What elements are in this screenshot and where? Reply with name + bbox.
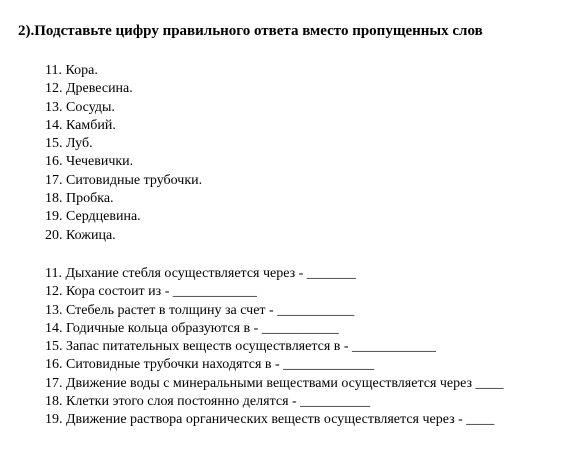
term-item: 12. Древесина.	[45, 81, 133, 97]
term-item: 14. Камбий.	[45, 117, 116, 133]
term-item: 16. Чечевички.	[45, 154, 134, 170]
term-item: 15. Луб.	[45, 136, 93, 152]
question-item: 19. Движение раствора органических веществ осуществляется через - ____	[45, 412, 495, 428]
term-item: 13. Сосуды.	[45, 99, 115, 115]
question-item: 14. Годичные кольца образуются в - ___________	[45, 320, 339, 336]
question-item: 18. Клетки этого слоя постоянно делятся - __________	[45, 394, 371, 410]
questions-list	[45, 265, 504, 430]
task-title: 2).Подставьте цифру правильного ответа вместо пропущенных слов	[18, 23, 483, 39]
question-item: 13. Стебель растет в толщину за счет - ___________	[45, 302, 355, 318]
term-item: 11. Кора.	[45, 63, 98, 78]
question-item: 12. Кора состоит из - ____________	[45, 284, 257, 300]
term-item: 18. Пробка.	[45, 191, 114, 207]
terms-list	[45, 62, 202, 245]
term-item: 19. Сердцевина.	[45, 209, 141, 225]
term-item: 17. Ситовидные трубочки.	[45, 172, 203, 188]
question-item: 11. Дыхание стебля осуществляется через - _______	[45, 266, 356, 281]
question-item: 16. Ситовидные трубочки находятся в - _____________	[45, 357, 375, 373]
term-item: 20. Кожица.	[45, 227, 116, 243]
question-item: 17. Движение воды с минеральными веществами осуществляется через ____	[45, 375, 504, 391]
question-item: 15. Запас питательных веществ осуществляется в - ____________	[45, 339, 437, 355]
